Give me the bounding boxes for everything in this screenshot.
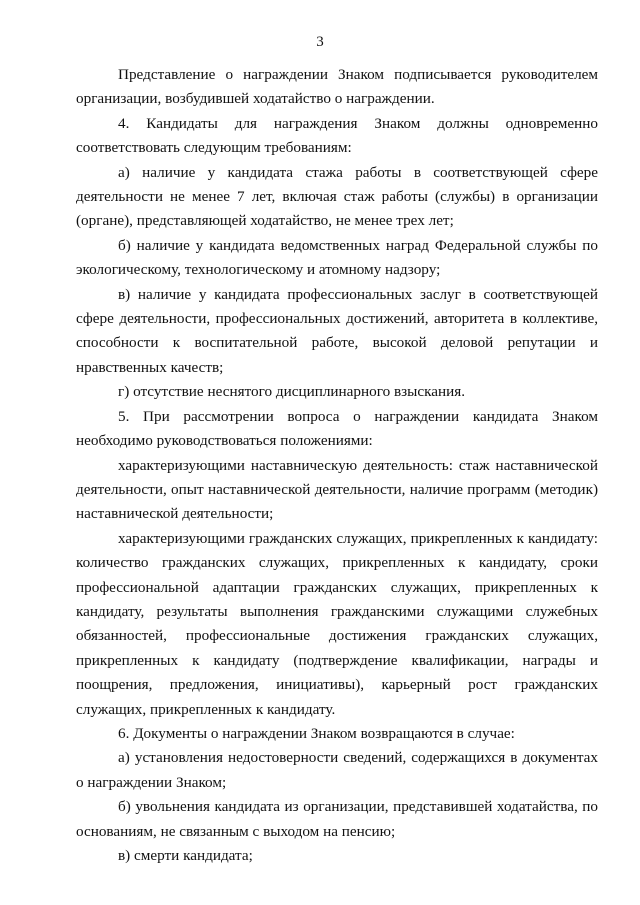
provision-civil-servants: характеризующими гражданских служащих, прикрепленных к кандидату: количество гражданских служащих, прикрепленных к кандидату, сроки профессиональной адаптации гражданских служащих, прикрепленных к кандидату, результаты выполнения гражданскими служащими служебных обязанностей, профессиональные достижения гражданских служащих, прикрепленных к кандидату (подтверждение квалификации, награды и поощрения, предложения, инициативы), карьерный рост гражданских служащих, прикрепленных к кандидату.	[76, 529, 598, 718]
document-body	[76, 63, 598, 868]
paragraph-4-requirements: 4. Кандидаты для награждения Знаком должны одновременно соответствовать следующим требованиям:	[76, 114, 598, 157]
page-number: 3	[316, 34, 324, 50]
return-case-b: б) увольнения кандидата из организации, представившей ходатайства, по основаниям, не связанным с выходом на пенсию;	[76, 798, 598, 840]
return-case-v: в) смерти кандидата;	[118, 847, 253, 864]
provision-mentoring: характеризующими наставническую деятельность: стаж наставнической деятельности, опыт наставнической деятельности, наличие программ (методик) наставнической деятельности;	[76, 456, 598, 523]
paragraph-signing: Представление о награждении Знаком подписывается руководителем организации, возбудившей ходатайство о награждении.	[76, 66, 598, 108]
paragraph-6-return: 6. Документы о награждении Знаком возвращаются в случае:	[118, 724, 515, 742]
requirement-b: б) наличие у кандидата ведомственных наград Федеральной службы по экологическому, технологическому и атомному надзору;	[76, 236, 598, 279]
requirement-g: г) отсутствие неснятого дисциплинарного взыскания.	[118, 383, 465, 401]
return-case-a: а) установления недостоверности сведений, содержащихся в документах о награждении Знаком;	[76, 749, 598, 791]
paragraph-5-consideration: 5. При рассмотрении вопроса о награждении кандидата Знаком необходимо руководствоваться положениями:	[76, 407, 598, 450]
requirement-v: в) наличие у кандидата профессиональных заслуг в соответствующей сфере деятельности, профессиональных достижений, авторитета в коллективе, способности к воспитательной работе, высокой деловой репутации и нравственных качеств;	[76, 285, 598, 376]
requirement-a: а) наличие у кандидата стажа работы в соответствующей сфере деятельности не менее 7 лет, включая стаж работы (службы) в организации (органе), представляющей ходатайство, не менее трех лет;	[76, 163, 598, 230]
